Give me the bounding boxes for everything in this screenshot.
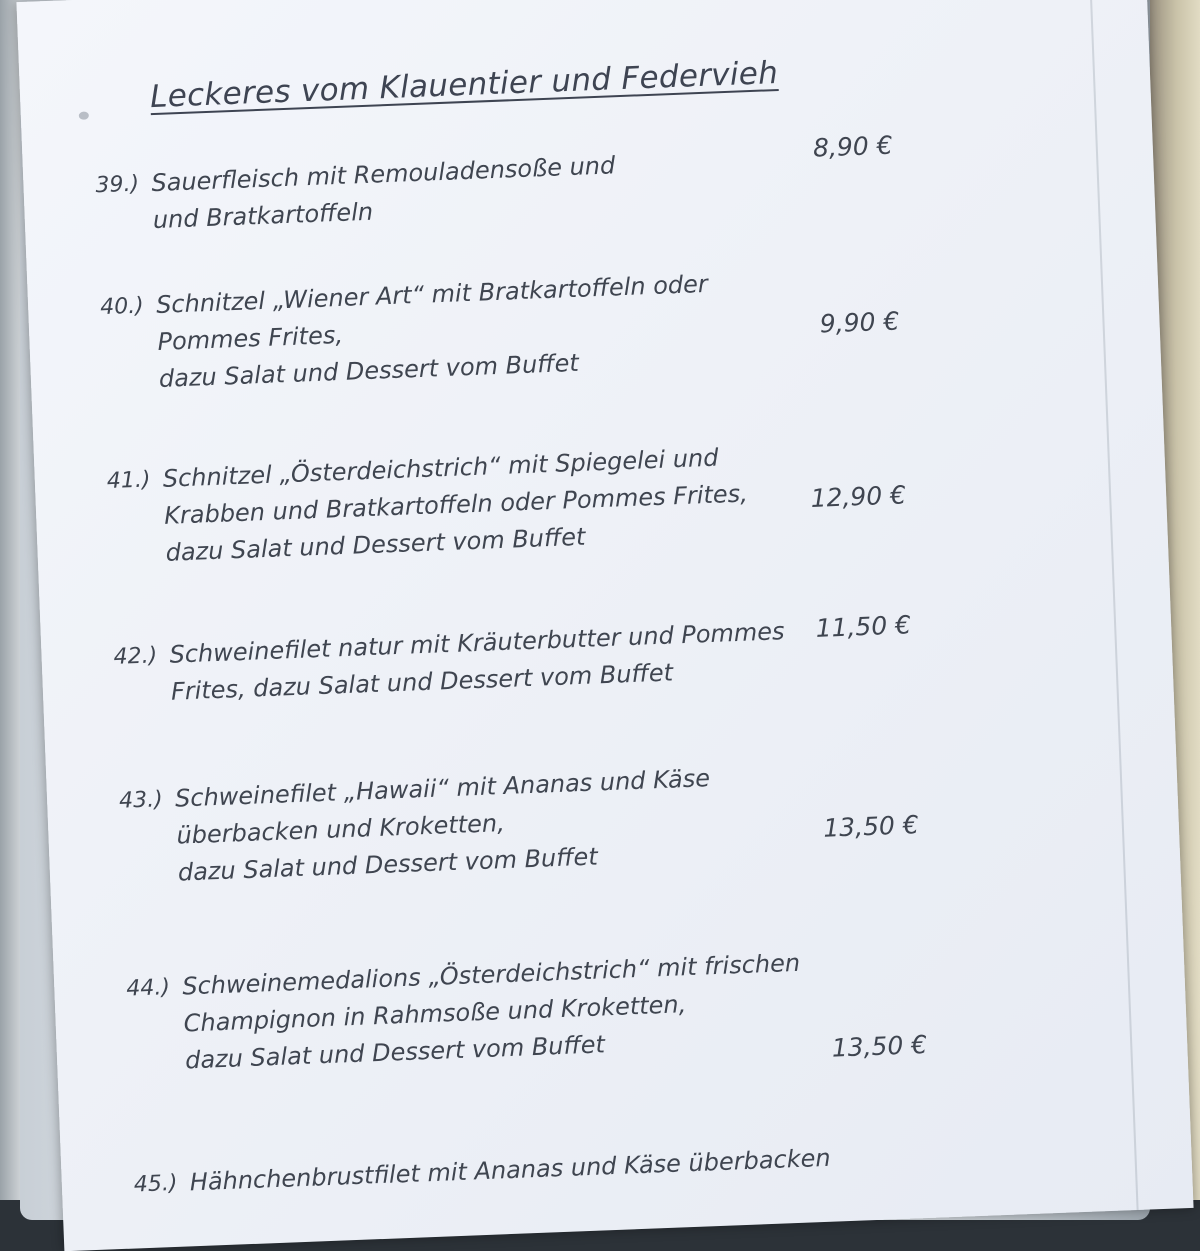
description-line: dazu Salat und Dessert vom Buffet	[158, 349, 580, 394]
item-description	[169, 610, 861, 711]
menu-item-41	[34, 424, 1133, 568]
item-number: 45.)	[133, 1170, 178, 1198]
description-line: dazu Salat und Dessert vom Buffet	[184, 1030, 606, 1075]
paper-mark	[79, 111, 89, 119]
item-number: 41.)	[106, 467, 151, 495]
description-line: dazu Salat und Dessert vom Buffet	[177, 842, 599, 887]
item-number: 43.)	[118, 787, 164, 814]
description-line: Pommes Frites,	[157, 321, 344, 357]
description-line: überbacken und Kroketten,	[176, 809, 506, 850]
item-price: 13,50 €	[822, 810, 920, 843]
item-number: 42.)	[113, 643, 158, 670]
item-price: 13,50 €	[831, 1029, 928, 1063]
item-price: 9,90 €	[819, 306, 900, 339]
menu-item-42	[41, 599, 1140, 706]
item-number: 40.)	[99, 293, 145, 321]
menu-item-39	[23, 128, 1122, 235]
item-description	[155, 261, 849, 399]
description-line: Sauerfleisch mit Remouladensoße und	[150, 151, 616, 198]
description-line: dazu Salat und Dessert vom Buffet	[165, 523, 586, 568]
item-description	[182, 942, 876, 1080]
item-description	[151, 139, 843, 240]
description-line: Hähnchenbrustfilet mit Ananas und Käse überbacken	[189, 1143, 832, 1197]
item-price: 8,90 €	[812, 130, 894, 163]
menu-item-43	[47, 743, 1146, 887]
item-price: 11,50 €	[815, 610, 912, 643]
description-line: Schnitzel „Wiener Art“ mit Bratkartoffeln oder	[155, 269, 709, 319]
item-description	[162, 434, 856, 572]
menu-item-44	[54, 931, 1153, 1075]
description-line: Champignon in Rahmsoße und Kroketten,	[183, 990, 687, 1038]
description-line: Frites, dazu Salat und Dessert vom Buffet	[170, 658, 674, 706]
menu-item-45	[61, 1127, 1160, 1198]
description-line: Schweinefilet natur mit Kräuterbutter und Pommes	[169, 617, 786, 669]
menu-page	[16, 0, 1193, 1251]
menu-section-title: Leckeres vom Klauentier und Federvieh	[149, 54, 779, 116]
item-description	[189, 1138, 880, 1202]
description-line: Krabben und Bratkartoffeln oder Pommes Frites,	[163, 479, 749, 531]
description-line: Schweinefilet „Hawaii“ mit Ananas und Käse	[174, 764, 711, 813]
item-number: 39.)	[95, 171, 140, 199]
menu-item-40	[28, 250, 1127, 394]
sleeve-fold-line	[1089, 0, 1139, 1210]
item-price: 12,90 €	[810, 480, 907, 514]
description-line: Schnitzel „Österdeichstrich“ mit Spiegelei und	[162, 443, 719, 493]
item-description	[174, 754, 868, 892]
item-number: 44.)	[125, 974, 171, 1002]
description-line: Schweinemedalions „Österdeichstrich“ mit frischen	[181, 948, 801, 1001]
description-line: und Bratkartoffeln	[152, 197, 374, 235]
